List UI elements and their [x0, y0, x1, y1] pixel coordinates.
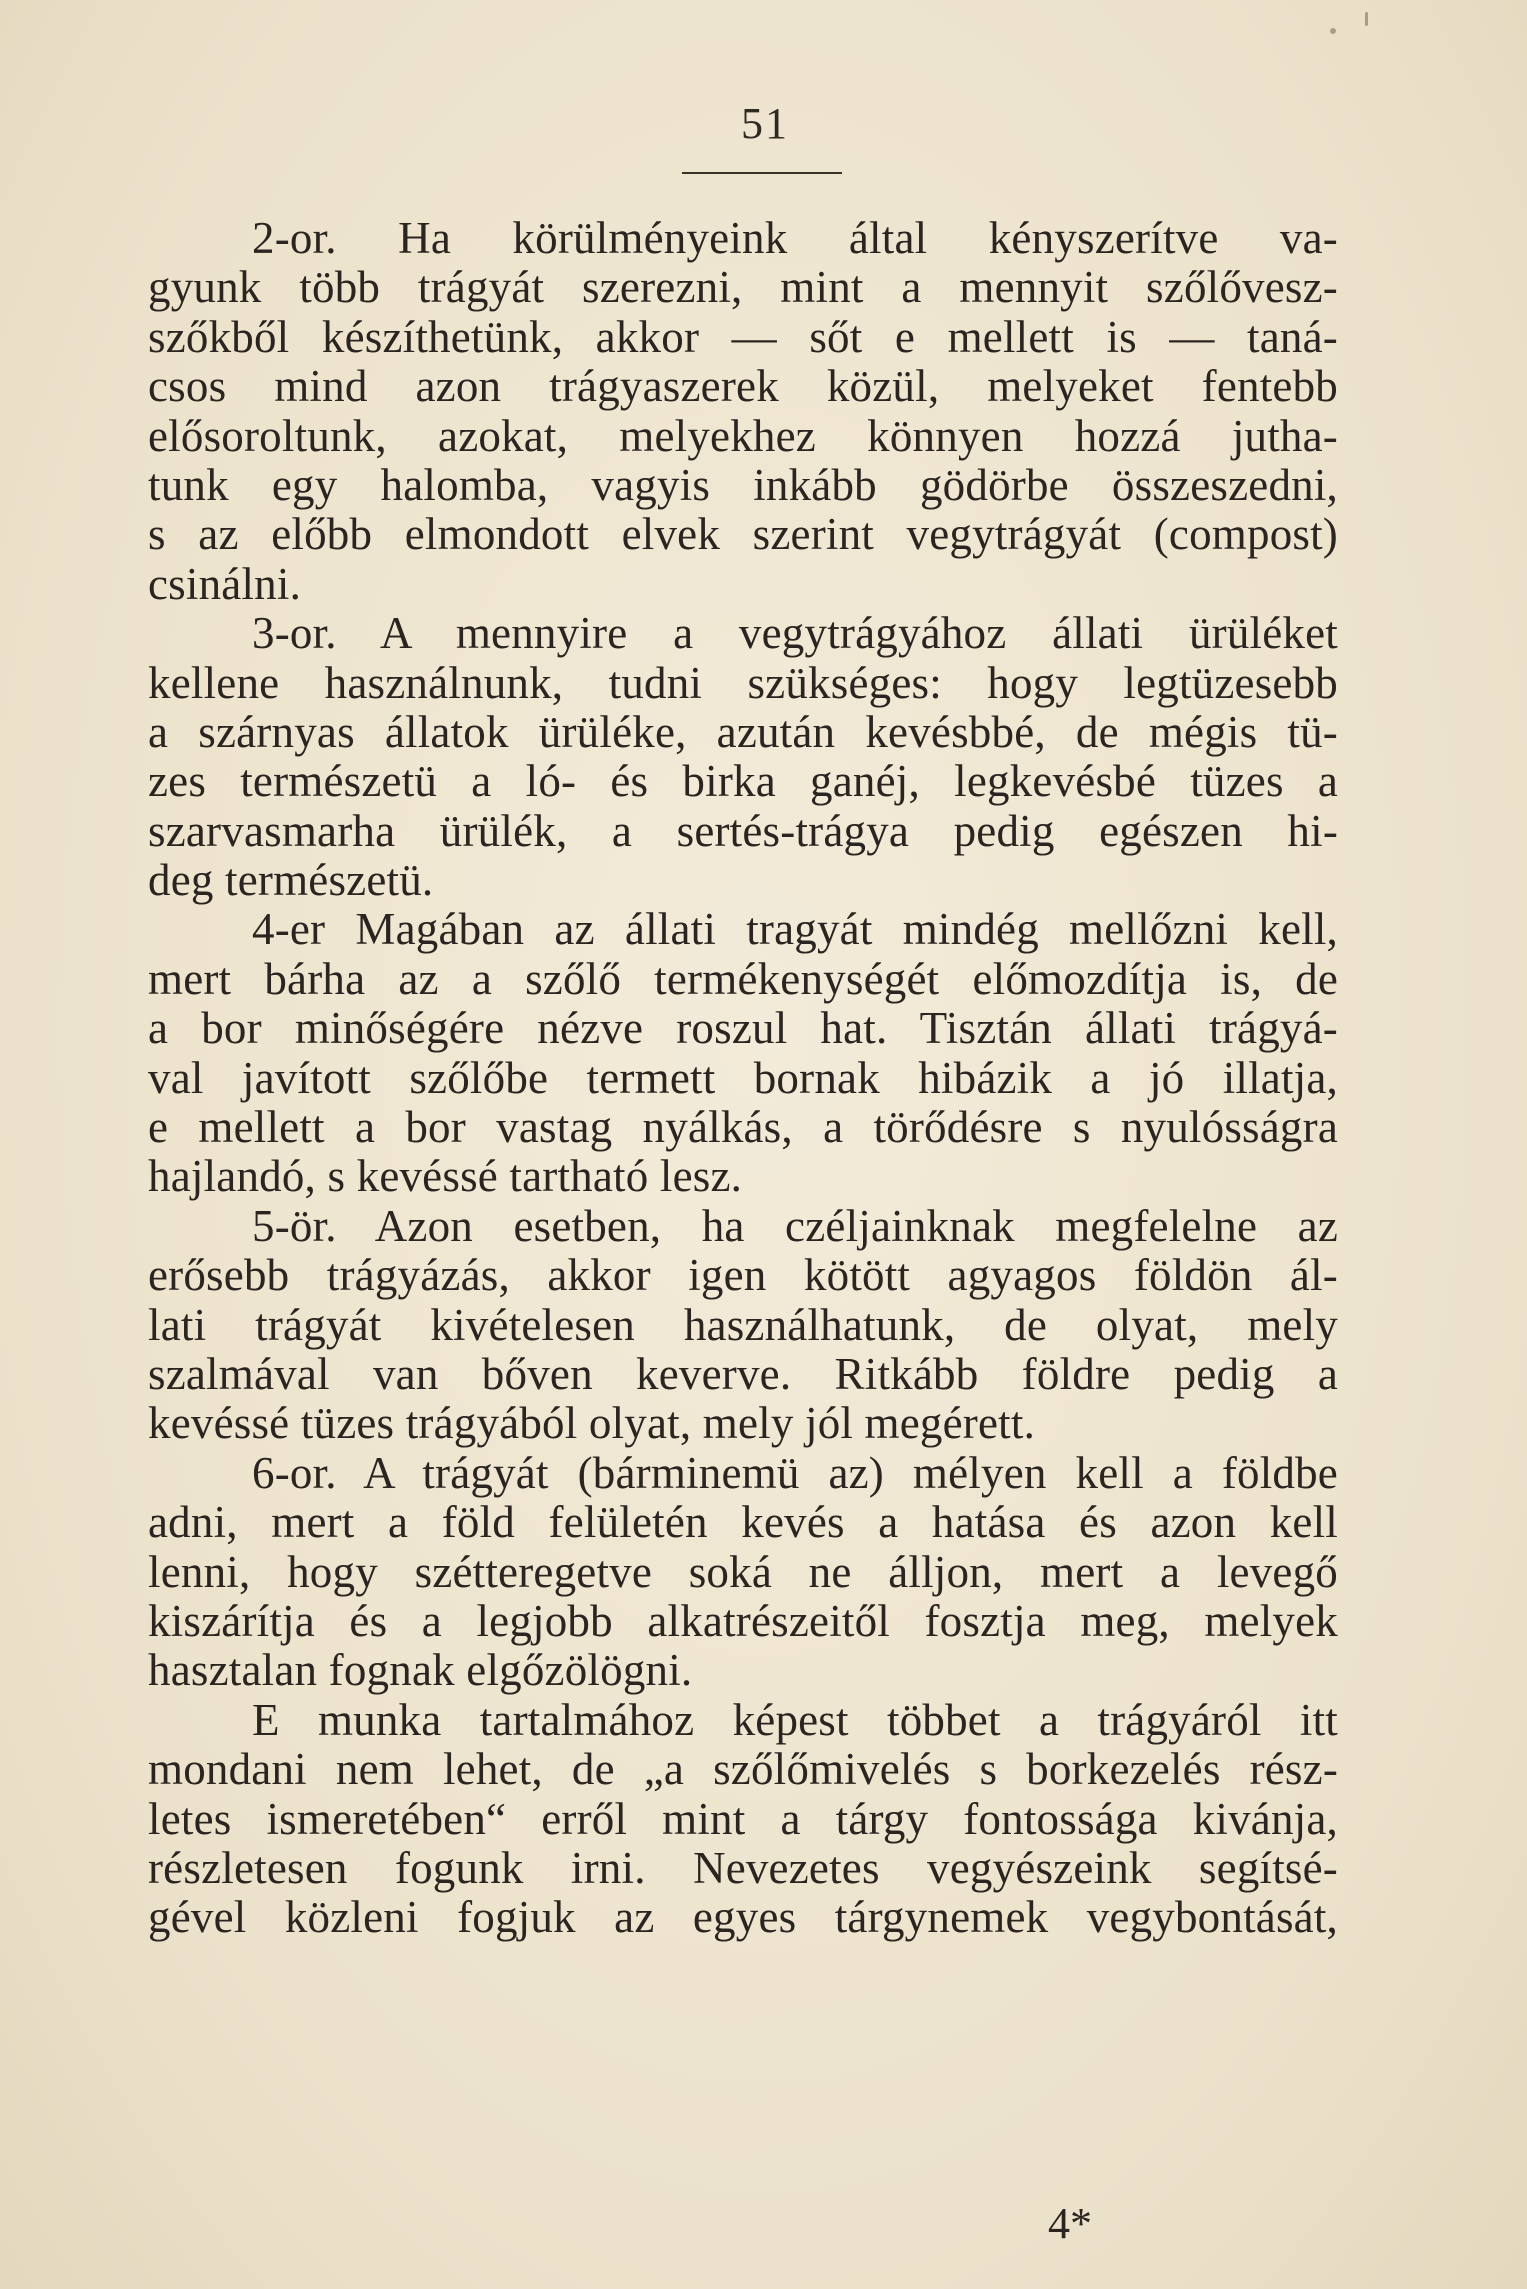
text-line: 6-or. A trágyát (bárminemü az) mélyen kell a földbe: [252, 1447, 1338, 1498]
text-line: elősoroltunk, azokat, melyekhez könnyen hozzá jutha-: [148, 410, 1338, 461]
text-line: részletesen fogunk irni. Nevezetes vegyészeink segítsé-: [148, 1842, 1338, 1893]
text-line: E munka tartalmához képest többet a trágyáról itt: [252, 1694, 1338, 1745]
text-line: 3-or. A mennyire a vegytrágyához állati ürüléket: [252, 608, 1338, 659]
text-line: kevéssé tüzes trágyából olyat, mely jól megérett.: [148, 1398, 1036, 1449]
signature-mark: 4*: [1048, 2199, 1092, 2248]
text-line: zes természetü a ló- és birka ganéj, legkevésbé tüzes a: [148, 756, 1338, 807]
text-line: hajlandó, s kevéssé tartható lesz.: [148, 1151, 743, 1202]
text-line: szalmával van bőven keverve. Ritkább földre pedig a: [148, 1348, 1338, 1399]
text-line: csinálni.: [148, 558, 302, 609]
text-line: s az előbb elmondott elvek szerint vegytrágyát (compost): [148, 509, 1338, 560]
text-line: csos mind azon trágyaszerek közül, melyeket fentebb: [148, 361, 1338, 412]
text-line: a bor minőségére nézve roszul hat. Tisztán állati trágyá-: [148, 1003, 1338, 1054]
text-line: a szárnyas állatok ürüléke, azután kevésbbé, de mégis tü-: [148, 706, 1338, 757]
paper-speck: [1365, 12, 1368, 26]
text-line: deg természetü.: [148, 855, 434, 906]
text-line: tunk egy halomba, vagyis inkább gödörbe összeszedni,: [148, 459, 1338, 510]
text-line: 2-or. Ha körülményeink által kényszerítve va-: [252, 213, 1338, 263]
text-line: kiszárítja és a legjobb alkatrészeitől fosztja meg, melyek: [148, 1595, 1338, 1646]
page-number: 51: [741, 99, 789, 148]
text-line: 5-ör. Azon esetben, ha czéljainknak megfelelne az: [252, 1200, 1338, 1251]
text-line: lati trágyát kivételesen használhatunk, de olyat, mely: [148, 1299, 1338, 1350]
text-line: mondani nem lehet, de „a szőlőmivelés s borkezelés rész-: [148, 1744, 1338, 1795]
text-line: 4-er Magában az állati tragyát mindég mellőzni kell,: [252, 904, 1338, 955]
text-line: erősebb trágyázás, akkor igen kötött agyagos földön ál-: [148, 1250, 1338, 1301]
text-line: hasztalan fognak elgőzölögni.: [148, 1645, 693, 1696]
text-line: lenni, hogy szétteregetve soká ne álljon, mert a levegő: [148, 1546, 1338, 1597]
text-line: letes ismeretében“ erről mint a tárgy fontossága kivánja,: [148, 1793, 1338, 1844]
text-line: gyunk több trágyát szerezni, mint a mennyit szőlővesz-: [148, 262, 1338, 313]
paper-speck: [1330, 28, 1336, 34]
text-line: gével közleni fogjuk az egyes tárgynemek vegybontását,: [148, 1892, 1338, 1943]
text-line: mert bárha az a szőlő termékenységét előmozdítja is, de: [148, 953, 1338, 1004]
text-line: val javított szőlőbe termett bornak hibázik a jó illatja,: [148, 1052, 1338, 1103]
text-line: e mellett a bor vastag nyálkás, a törődésre s nyulósságra: [148, 1102, 1338, 1153]
text-line: adni, mert a föld felületén kevés a hatása és azon kell: [148, 1497, 1338, 1548]
text-line: szarvasmarha ürülék, a sertés-trágya pedig egészen hi-: [148, 805, 1338, 856]
header-rule: [682, 172, 842, 174]
text-line: szőkből készíthetünk, akkor — sőt e mellett is — taná-: [148, 311, 1338, 362]
body-text: [148, 214, 1338, 1943]
text-line: kellene használnunk, tudni szükséges: hogy legtüzesebb: [148, 657, 1338, 708]
